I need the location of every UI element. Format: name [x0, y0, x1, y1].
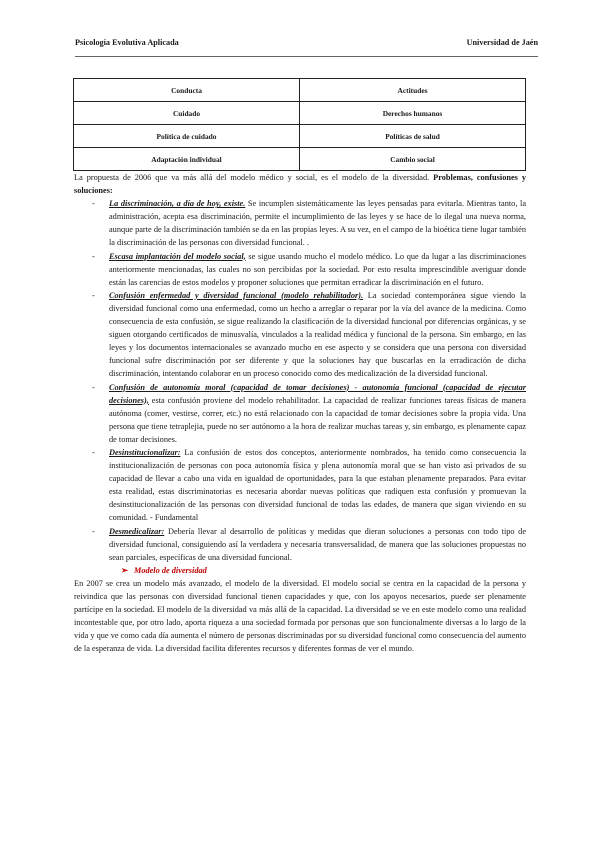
problems-list [74, 197, 526, 564]
item-text: esta confusión proviene del modelo rehabilitador. La capacidad de realizar funciones tareas físicas de manera autónoma (comer, vestirse, correr, etc.) no está relacionado con la capacidad de tomar decisiones sobre la propia vida. Una persona que tiene tetraplejia, puede no ser autónomo a la hora de realizar muchas tareas y, sin embargo, es plenamente capaz de tomar decisiones. [109, 395, 526, 444]
item-text: Se incumplen sistemáticamente las leyes pensadas para evitarla. Mientras tanto, la administración, acepta esa discriminación, permite el incumplimiento de las leyes y se hace de lo ilegal una nueva norma, aunque parte de la discriminación también se da en las propias leyes. A su vez, en el campo de la bioética tiene lugar también la discriminación de las personas con diversidad funcional. . [109, 199, 526, 248]
table-cell: Política de cuidado [74, 125, 300, 148]
table-row [74, 102, 526, 125]
table-cell: Políticas de salud [300, 125, 526, 148]
section-subheading [74, 564, 526, 577]
item-term: Confusión enfermedad y diversidad funcional (modelo rehabilitador). [109, 290, 364, 300]
intro-text: La propuesta de 2006 que va más allá del modelo médico y social, es el modelo de la diversidad. [74, 173, 430, 182]
intro-bold: Problemas, confusiones y soluciones: [74, 173, 526, 196]
list-item [74, 289, 526, 381]
subheading-text: Modelo de diversidad [133, 565, 207, 575]
table-row [74, 125, 526, 148]
item-term: Confusión de autonomía moral (capacidad de tomar decisiones) - autonomía funcional (capacidad de ejecutar decisiones), [109, 382, 526, 405]
item-text: La sociedad contemporánea sigue viendo la diversidad funcional como una enfermedad, como un hecho a arreglar o reparar por la vía del avance de la medicina. Como consecuencia de esta confusión, se sigue realizando la clasificación de la diversidad funcional por diferencias orgánicas, y se siguen otorgando certificados de minusvalía, vinculados a la realidad médica y funcional de la persona. Sin embargo, en las leyes y los documentos internacionales se avanzado mucho en ese aspecto y se considera que una persona con diversidad funcional sufre discriminación por ser diferente y que la soluciones hay que buscarlas en la erradicación de dicha discriminación, intentando colaborar en un proceso conocido como des medicalización de la diversidad funcional. [109, 290, 526, 379]
header-right: Universidad de Jaén [466, 38, 538, 47]
closing-paragraph: En 2007 se crea un modelo más avanzado, el modelo de la diversidad. El modelo social se centra en la capacidad de la persona y reivindica que las personas con diversidad funcional tienen capacidades y que, con los apoyos necesarios, puede ser plenamente partícipe en la sociedad. El modelo de la diversidad va más allá de la capacidad. La diversidad se ve en este modelo como una realidad incontestable que, por otro lado, aporta riqueza a una sociedad formada por personas que son funcionalmente diversas a lo largo de la vida y que ve como cada día aumenta el número de personas discriminadas por su diversidad funcional como consecuencia del aumento de la esperanza de vida. La diversidad facilita diferentes recursos y diferentes formas de ver el mundo. [74, 578, 526, 654]
table-cell: Cuidado [74, 102, 300, 125]
item-term: La discriminación, a día de hoy, existe. [109, 199, 246, 209]
table-cell: Cambio social [300, 148, 526, 171]
table-row [74, 148, 526, 171]
dash-bullet: - [92, 199, 95, 209]
list-item [74, 381, 526, 446]
intro-paragraph [74, 171, 526, 197]
dash-bullet: - [92, 526, 95, 536]
page-header [75, 38, 538, 47]
table-cell: Actitudes [300, 79, 526, 102]
item-text: Debería llevar al desarrollo de políticas y medidas que dieran soluciones a personas con todo tipo de diversidad funcional, consiguiendo así la verdadera y necesaria transversalidad, de manera que las soluciones propuestas no sean parciales, específicas de una diversidad funcional. [109, 526, 527, 562]
item-term: Escasa implantación del modelo social, [109, 251, 246, 261]
item-term: Desmedicalizar: [109, 526, 165, 536]
list-item [74, 250, 526, 289]
list-item [74, 197, 526, 249]
dash-bullet: - [92, 382, 95, 392]
table-cell: Derechos humanos [300, 102, 526, 125]
item-text: La confusión de estos dos conceptos, anteriormente nombrados, ha tenido como consecuencia la institucionalización de personas con poca autonomía física y plena autonomía moral que se han visto así privados de su capacidad de llevar a cabo una vida en igualdad de oportunidades, para la que estaban plenamente preparados. Para evitar esta realidad, estas discriminatorias es necesaria abordar nuevas políticas que radiquen esta confusión y promuevan la desinstitucionalización de las personas con diversidad funcional de todas las edades, de manera que sigan viviendo en su comunidad. - Fundamental [109, 447, 527, 523]
document-body [74, 171, 526, 655]
arrow-bullet-icon: ➢ [121, 565, 128, 575]
dash-bullet: - [92, 290, 95, 300]
dash-bullet: - [92, 447, 95, 457]
table-cell: Conducta [74, 79, 300, 102]
header-left: Psicología Evolutiva Aplicada [75, 38, 179, 47]
table-row [74, 79, 526, 102]
header-divider [75, 56, 538, 57]
dash-bullet: - [92, 251, 95, 261]
item-term: Desinstitucionalizar: [109, 447, 181, 457]
list-item [74, 446, 526, 525]
table-cell: Adaptación individual [74, 148, 300, 171]
comparison-table [73, 78, 526, 171]
list-item [74, 525, 526, 564]
item-text: se sigue usando mucho el modelo médico. Lo que da lugar a las discriminaciones anteriormente mencionadas, las cuales no son percibidas por la sociedad. Por esto resulta imprescindible averiguar donde están las carencias de estos modelos y proponer soluciones que permitan erradicar la discriminación en el futuro. [109, 251, 526, 287]
